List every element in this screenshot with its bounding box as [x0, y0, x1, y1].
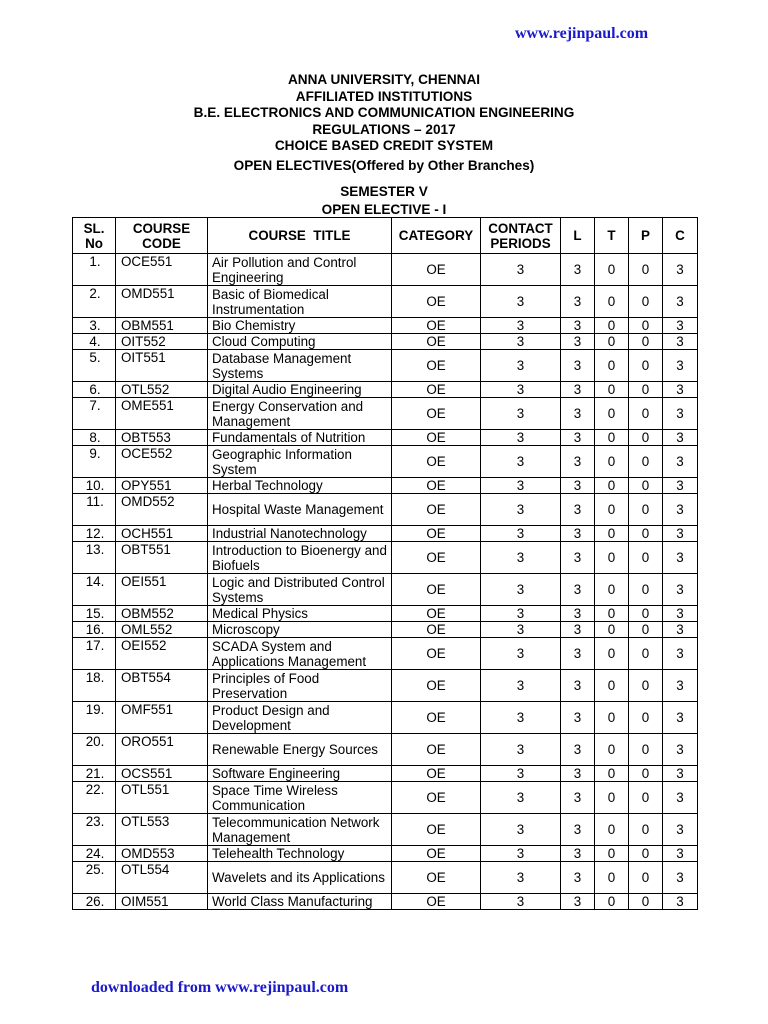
category-cell: OE	[392, 398, 481, 430]
contact-periods-cell: 3	[481, 574, 561, 606]
contact-periods-cell: 3	[481, 398, 561, 430]
sl-no-cell: 23.	[73, 814, 116, 846]
course-rows	[73, 254, 698, 910]
course-code-cell: OIT551	[116, 350, 208, 382]
p-cell: 0	[629, 286, 663, 318]
course-title-cell: World Class Manufacturing	[208, 894, 392, 910]
c-cell: 3	[663, 702, 698, 734]
header-c: C	[663, 218, 698, 254]
course-code-cell: OTL553	[116, 814, 208, 846]
table-row	[73, 862, 698, 894]
l-cell: 3	[561, 254, 595, 286]
p-cell: 0	[629, 622, 663, 638]
c-cell: 3	[663, 478, 698, 494]
c-cell: 3	[663, 542, 698, 574]
contact-periods-cell: 3	[481, 494, 561, 526]
sl-no-cell: 11.	[73, 494, 116, 526]
course-title-cell: Cloud Computing	[208, 334, 392, 350]
course-title-cell: Microscopy	[208, 622, 392, 638]
sl-no-cell: 17.	[73, 638, 116, 670]
sl-no-cell: 1.	[73, 254, 116, 286]
contact-periods-cell: 3	[481, 766, 561, 782]
c-cell: 3	[663, 814, 698, 846]
open-electives-title: OPEN ELECTIVES(Offered by Other Branches)	[233, 157, 535, 173]
course-title-cell: SCADA System and Applications Management	[208, 638, 392, 670]
l-cell: 3	[561, 574, 595, 606]
header-t: T	[595, 218, 629, 254]
sl-no-cell: 9.	[73, 446, 116, 478]
course-code-cell: OCS551	[116, 766, 208, 782]
course-code-cell: OIM551	[116, 894, 208, 910]
sl-no-cell: 20.	[73, 734, 116, 766]
course-code-cell: OTL554	[116, 862, 208, 894]
course-title-cell: Renewable Energy Sources	[208, 734, 392, 766]
c-cell: 3	[663, 894, 698, 910]
category-cell: OE	[392, 606, 481, 622]
c-cell: 3	[663, 766, 698, 782]
sl-no-cell: 25.	[73, 862, 116, 894]
course-title-cell: Herbal Technology	[208, 478, 392, 494]
l-cell: 3	[561, 334, 595, 350]
category-cell: OE	[392, 446, 481, 478]
t-cell: 0	[595, 894, 629, 910]
category-cell: OE	[392, 638, 481, 670]
contact-periods-cell: 3	[481, 782, 561, 814]
c-cell: 3	[663, 526, 698, 542]
p-cell: 0	[629, 446, 663, 478]
table-row	[73, 542, 698, 574]
c-cell: 3	[663, 638, 698, 670]
l-cell: 3	[561, 782, 595, 814]
p-cell: 0	[629, 702, 663, 734]
header-p: P	[629, 218, 663, 254]
l-cell: 3	[561, 350, 595, 382]
course-code-cell: OCH551	[116, 526, 208, 542]
table-row	[73, 622, 698, 638]
courses-table	[72, 217, 698, 910]
sl-no-cell: 22.	[73, 782, 116, 814]
t-cell: 0	[595, 670, 629, 702]
course-title-cell: Database Management Systems	[208, 350, 392, 382]
p-cell: 0	[629, 350, 663, 382]
c-cell: 3	[663, 494, 698, 526]
category-cell: OE	[392, 318, 481, 334]
p-cell: 0	[629, 638, 663, 670]
contact-periods-cell: 3	[481, 350, 561, 382]
c-cell: 3	[663, 318, 698, 334]
contact-periods-cell: 3	[481, 254, 561, 286]
table-row	[73, 382, 698, 398]
sl-no-cell: 12.	[73, 526, 116, 542]
table-row	[73, 734, 698, 766]
p-cell: 0	[629, 814, 663, 846]
category-cell: OE	[392, 622, 481, 638]
contact-periods-cell: 3	[481, 478, 561, 494]
category-cell: OE	[392, 574, 481, 606]
category-cell: OE	[392, 254, 481, 286]
c-cell: 3	[663, 382, 698, 398]
course-code-cell: OMF551	[116, 702, 208, 734]
category-cell: OE	[392, 526, 481, 542]
course-title-cell: Space Time Wireless Communication	[208, 782, 392, 814]
table-row	[73, 254, 698, 286]
l-cell: 3	[561, 622, 595, 638]
course-code-cell: OTL552	[116, 382, 208, 398]
c-cell: 3	[663, 782, 698, 814]
p-cell: 0	[629, 734, 663, 766]
p-cell: 0	[629, 334, 663, 350]
l-cell: 3	[561, 286, 595, 318]
sl-no-cell: 3.	[73, 318, 116, 334]
course-title-cell: Software Engineering	[208, 766, 392, 782]
course-code-cell: OIT552	[116, 334, 208, 350]
course-code-cell: OBT551	[116, 542, 208, 574]
l-cell: 3	[561, 606, 595, 622]
sl-no-cell: 19.	[73, 702, 116, 734]
c-cell: 3	[663, 606, 698, 622]
course-title-cell: Energy Conservation and Management	[208, 398, 392, 430]
course-title-cell: Product Design and Development	[208, 702, 392, 734]
course-code-cell: ORO551	[116, 734, 208, 766]
p-cell: 0	[629, 254, 663, 286]
category-cell: OE	[392, 334, 481, 350]
p-cell: 0	[629, 574, 663, 606]
contact-periods-cell: 3	[481, 734, 561, 766]
course-code-cell: OCE551	[116, 254, 208, 286]
table-row	[73, 318, 698, 334]
p-cell: 0	[629, 478, 663, 494]
t-cell: 0	[595, 494, 629, 526]
elective-label: OPEN ELECTIVE - I	[321, 202, 447, 218]
contact-periods-cell: 3	[481, 638, 561, 670]
course-code-cell: OPY551	[116, 478, 208, 494]
t-cell: 0	[595, 814, 629, 846]
p-cell: 0	[629, 494, 663, 526]
t-cell: 0	[595, 766, 629, 782]
header-l: L	[561, 218, 595, 254]
p-cell: 0	[629, 318, 663, 334]
contact-periods-cell: 3	[481, 526, 561, 542]
t-cell: 0	[595, 286, 629, 318]
t-cell: 0	[595, 862, 629, 894]
l-cell: 3	[561, 894, 595, 910]
table-row	[73, 526, 698, 542]
p-cell: 0	[629, 430, 663, 446]
semester-label: SEMESTER V	[340, 183, 428, 199]
t-cell: 0	[595, 734, 629, 766]
header-course-code: COURSE CODE	[116, 218, 208, 254]
contact-periods-cell: 3	[481, 862, 561, 894]
p-cell: 0	[629, 398, 663, 430]
c-cell: 3	[663, 430, 698, 446]
l-cell: 3	[561, 494, 595, 526]
c-cell: 3	[663, 446, 698, 478]
table-header-row	[73, 218, 698, 254]
header-category: CATEGORY	[392, 218, 481, 254]
site-url-link[interactable]: www.rejinpaul.com	[515, 25, 649, 42]
l-cell: 3	[561, 478, 595, 494]
table-row	[73, 782, 698, 814]
course-code-cell: OBM551	[116, 318, 208, 334]
course-code-cell: OML552	[116, 622, 208, 638]
sl-no-cell: 26.	[73, 894, 116, 910]
c-cell: 3	[663, 254, 698, 286]
sl-no-cell: 24.	[73, 846, 116, 862]
sl-no-cell: 16.	[73, 622, 116, 638]
t-cell: 0	[595, 318, 629, 334]
sl-no-cell: 18.	[73, 670, 116, 702]
credit-system: CHOICE BASED CREDIT SYSTEM	[274, 138, 494, 154]
p-cell: 0	[629, 846, 663, 862]
course-title-cell: Digital Audio Engineering	[208, 382, 392, 398]
t-cell: 0	[595, 606, 629, 622]
p-cell: 0	[629, 782, 663, 814]
category-cell: OE	[392, 478, 481, 494]
contact-periods-cell: 3	[481, 382, 561, 398]
t-cell: 0	[595, 638, 629, 670]
category-cell: OE	[392, 350, 481, 382]
course-code-cell: OMD553	[116, 846, 208, 862]
l-cell: 3	[561, 526, 595, 542]
l-cell: 3	[561, 398, 595, 430]
table-row	[73, 398, 698, 430]
l-cell: 3	[561, 542, 595, 574]
table-row	[73, 702, 698, 734]
category-cell: OE	[392, 766, 481, 782]
table-row	[73, 814, 698, 846]
sl-no-cell: 13.	[73, 542, 116, 574]
p-cell: 0	[629, 862, 663, 894]
course-title-cell: Fundamentals of Nutrition	[208, 430, 392, 446]
course-code-cell: OMD552	[116, 494, 208, 526]
course-title-cell: Principles of Food Preservation	[208, 670, 392, 702]
course-title-cell: Basic of Biomedical Instrumentation	[208, 286, 392, 318]
p-cell: 0	[629, 526, 663, 542]
c-cell: 3	[663, 574, 698, 606]
institution-type: AFFILIATED INSTITUTIONS	[295, 88, 473, 104]
table-row	[73, 574, 698, 606]
c-cell: 3	[663, 286, 698, 318]
contact-periods-cell: 3	[481, 814, 561, 846]
course-title-cell: Telehealth Technology	[208, 846, 392, 862]
course-code-cell: OBM552	[116, 606, 208, 622]
course-code-cell: OCE552	[116, 446, 208, 478]
sl-no-cell: 21.	[73, 766, 116, 782]
category-cell: OE	[392, 846, 481, 862]
course-code-cell: OBT553	[116, 430, 208, 446]
contact-periods-cell: 3	[481, 606, 561, 622]
l-cell: 3	[561, 638, 595, 670]
sl-no-cell: 4.	[73, 334, 116, 350]
l-cell: 3	[561, 702, 595, 734]
table-row	[73, 446, 698, 478]
contact-periods-cell: 3	[481, 702, 561, 734]
table-row	[73, 766, 698, 782]
course-title-cell: Industrial Nanotechnology	[208, 526, 392, 542]
c-cell: 3	[663, 334, 698, 350]
table-row	[73, 494, 698, 526]
contact-periods-cell: 3	[481, 846, 561, 862]
l-cell: 3	[561, 670, 595, 702]
sl-no-cell: 5.	[73, 350, 116, 382]
university-name: ANNA UNIVERSITY, CHENNAI	[287, 72, 481, 87]
t-cell: 0	[595, 526, 629, 542]
document-heading	[0, 72, 768, 219]
t-cell: 0	[595, 430, 629, 446]
category-cell: OE	[392, 494, 481, 526]
t-cell: 0	[595, 782, 629, 814]
program-name: B.E. ELECTRONICS AND COMMUNICATION ENGINEERING	[193, 105, 575, 121]
sl-no-cell: 6.	[73, 382, 116, 398]
course-code-cell: OME551	[116, 398, 208, 430]
course-code-cell: OEI552	[116, 638, 208, 670]
table-row	[73, 350, 698, 382]
contact-periods-cell: 3	[481, 446, 561, 478]
p-cell: 0	[629, 894, 663, 910]
sl-no-cell: 8.	[73, 430, 116, 446]
course-title-cell: Geographic Information System	[208, 446, 392, 478]
category-cell: OE	[392, 430, 481, 446]
c-cell: 3	[663, 398, 698, 430]
sl-no-cell: 15.	[73, 606, 116, 622]
p-cell: 0	[629, 670, 663, 702]
category-cell: OE	[392, 702, 481, 734]
course-title-cell: Logic and Distributed Control Systems	[208, 574, 392, 606]
t-cell: 0	[595, 478, 629, 494]
course-title-cell: Hospital Waste Management	[208, 494, 392, 526]
table-row	[73, 638, 698, 670]
table-row	[73, 894, 698, 910]
t-cell: 0	[595, 382, 629, 398]
table-row	[73, 334, 698, 350]
c-cell: 3	[663, 846, 698, 862]
contact-periods-cell: 3	[481, 670, 561, 702]
l-cell: 3	[561, 430, 595, 446]
p-cell: 0	[629, 382, 663, 398]
c-cell: 3	[663, 350, 698, 382]
l-cell: 3	[561, 862, 595, 894]
contact-periods-cell: 3	[481, 430, 561, 446]
course-code-cell: OTL551	[116, 782, 208, 814]
l-cell: 3	[561, 814, 595, 846]
course-code-cell: OBT554	[116, 670, 208, 702]
p-cell: 0	[629, 606, 663, 622]
sl-no-cell: 7.	[73, 398, 116, 430]
header-contact-periods: CONTACT PERIODS	[481, 218, 561, 254]
table-row	[73, 286, 698, 318]
course-code-cell: OMD551	[116, 286, 208, 318]
t-cell: 0	[595, 398, 629, 430]
category-cell: OE	[392, 782, 481, 814]
header-course-title: COURSE TITLE	[208, 218, 392, 254]
c-cell: 3	[663, 622, 698, 638]
contact-periods-cell: 3	[481, 542, 561, 574]
l-cell: 3	[561, 446, 595, 478]
table-row	[73, 606, 698, 622]
t-cell: 0	[595, 254, 629, 286]
category-cell: OE	[392, 286, 481, 318]
t-cell: 0	[595, 542, 629, 574]
contact-periods-cell: 3	[481, 334, 561, 350]
table-row	[73, 670, 698, 702]
c-cell: 3	[663, 670, 698, 702]
c-cell: 3	[663, 862, 698, 894]
t-cell: 0	[595, 446, 629, 478]
course-title-cell: Wavelets and its Applications	[208, 862, 392, 894]
l-cell: 3	[561, 766, 595, 782]
category-cell: OE	[392, 542, 481, 574]
l-cell: 3	[561, 318, 595, 334]
regulations: REGULATIONS – 2017	[312, 121, 456, 137]
t-cell: 0	[595, 846, 629, 862]
category-cell: OE	[392, 862, 481, 894]
t-cell: 0	[595, 574, 629, 606]
sl-no-cell: 10.	[73, 478, 116, 494]
l-cell: 3	[561, 382, 595, 398]
p-cell: 0	[629, 542, 663, 574]
sl-no-cell: 2.	[73, 286, 116, 318]
course-title-cell: Telecommunication Network Management	[208, 814, 392, 846]
l-cell: 3	[561, 846, 595, 862]
contact-periods-cell: 3	[481, 622, 561, 638]
sl-no-cell: 14.	[73, 574, 116, 606]
course-title-cell: Bio Chemistry	[208, 318, 392, 334]
contact-periods-cell: 3	[481, 894, 561, 910]
l-cell: 3	[561, 734, 595, 766]
c-cell: 3	[663, 734, 698, 766]
t-cell: 0	[595, 334, 629, 350]
contact-periods-cell: 3	[481, 286, 561, 318]
course-title-cell: Medical Physics	[208, 606, 392, 622]
table-row	[73, 846, 698, 862]
category-cell: OE	[392, 670, 481, 702]
category-cell: OE	[392, 814, 481, 846]
course-code-cell: OEI551	[116, 574, 208, 606]
p-cell: 0	[629, 766, 663, 782]
t-cell: 0	[595, 350, 629, 382]
header-sl-no: SL. No	[73, 218, 116, 254]
t-cell: 0	[595, 702, 629, 734]
download-source-text: downloaded from www.rejinpaul.com	[91, 979, 349, 996]
table-row	[73, 430, 698, 446]
contact-periods-cell: 3	[481, 318, 561, 334]
course-title-cell: Air Pollution and Control Engineering	[208, 254, 392, 286]
table-row	[73, 478, 698, 494]
category-cell: OE	[392, 734, 481, 766]
t-cell: 0	[595, 622, 629, 638]
category-cell: OE	[392, 382, 481, 398]
category-cell: OE	[392, 894, 481, 910]
course-title-cell: Introduction to Bioenergy and Biofuels	[208, 542, 392, 574]
